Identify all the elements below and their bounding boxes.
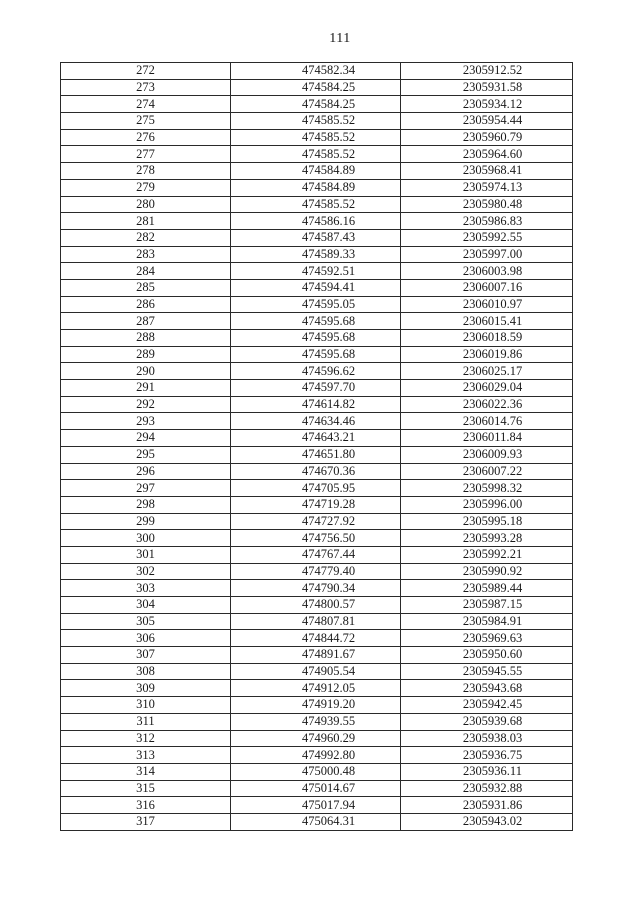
table-row <box>61 697 573 714</box>
table-row <box>61 363 573 380</box>
x-coordinate-cell: 474584.89 <box>231 179 401 196</box>
y-coordinate-cell: 2306029.04 <box>401 380 573 397</box>
point-number-cell: 288 <box>61 330 231 347</box>
y-coordinate-cell: 2306003.98 <box>401 263 573 280</box>
y-coordinate-cell: 2305998.32 <box>401 480 573 497</box>
y-coordinate-cell: 2305987.15 <box>401 597 573 614</box>
point-number-cell: 295 <box>61 446 231 463</box>
x-coordinate-cell: 474727.92 <box>231 513 401 530</box>
table-row <box>61 129 573 146</box>
point-number-cell: 308 <box>61 663 231 680</box>
table-row <box>61 446 573 463</box>
y-coordinate-cell: 2305996.00 <box>401 496 573 513</box>
y-coordinate-cell: 2305984.91 <box>401 613 573 630</box>
table-row <box>61 63 573 80</box>
point-number-cell: 290 <box>61 363 231 380</box>
y-coordinate-cell: 2305950.60 <box>401 647 573 664</box>
y-coordinate-cell: 2305934.12 <box>401 96 573 113</box>
y-coordinate-cell: 2305938.03 <box>401 730 573 747</box>
x-coordinate-cell: 474614.82 <box>231 396 401 413</box>
x-coordinate-cell: 474756.50 <box>231 530 401 547</box>
x-coordinate-cell: 474705.95 <box>231 480 401 497</box>
point-number-cell: 275 <box>61 113 231 130</box>
point-number-cell: 299 <box>61 513 231 530</box>
y-coordinate-cell: 2306011.84 <box>401 430 573 447</box>
x-coordinate-cell: 474592.51 <box>231 263 401 280</box>
y-coordinate-cell: 2305974.13 <box>401 179 573 196</box>
y-coordinate-cell: 2305997.00 <box>401 246 573 263</box>
point-number-cell: 316 <box>61 797 231 814</box>
x-coordinate-cell: 474587.43 <box>231 229 401 246</box>
x-coordinate-cell: 475064.31 <box>231 813 401 830</box>
table-row <box>61 597 573 614</box>
table-row <box>61 613 573 630</box>
table-row <box>61 747 573 764</box>
x-coordinate-cell: 474800.57 <box>231 597 401 614</box>
y-coordinate-cell: 2305912.52 <box>401 63 573 80</box>
coordinate-table-body <box>61 63 573 831</box>
table-row <box>61 396 573 413</box>
table-row <box>61 413 573 430</box>
point-number-cell: 296 <box>61 463 231 480</box>
y-coordinate-cell: 2305932.88 <box>401 780 573 797</box>
table-row <box>61 313 573 330</box>
point-number-cell: 298 <box>61 496 231 513</box>
table-row <box>61 763 573 780</box>
y-coordinate-cell: 2306025.17 <box>401 363 573 380</box>
x-coordinate-cell: 474844.72 <box>231 630 401 647</box>
y-coordinate-cell: 2305931.86 <box>401 797 573 814</box>
x-coordinate-cell: 474595.68 <box>231 330 401 347</box>
table-row <box>61 196 573 213</box>
x-coordinate-cell: 474807.81 <box>231 613 401 630</box>
point-number-cell: 302 <box>61 563 231 580</box>
point-number-cell: 314 <box>61 763 231 780</box>
point-number-cell: 294 <box>61 430 231 447</box>
y-coordinate-cell: 2305980.48 <box>401 196 573 213</box>
point-number-cell: 313 <box>61 747 231 764</box>
point-number-cell: 289 <box>61 346 231 363</box>
point-number-cell: 274 <box>61 96 231 113</box>
x-coordinate-cell: 474597.70 <box>231 380 401 397</box>
point-number-cell: 286 <box>61 296 231 313</box>
y-coordinate-cell: 2305992.21 <box>401 546 573 563</box>
x-coordinate-cell: 474939.55 <box>231 713 401 730</box>
y-coordinate-cell: 2306022.36 <box>401 396 573 413</box>
y-coordinate-cell: 2305954.44 <box>401 113 573 130</box>
y-coordinate-cell: 2306007.16 <box>401 279 573 296</box>
table-row <box>61 346 573 363</box>
y-coordinate-cell: 2305968.41 <box>401 163 573 180</box>
y-coordinate-cell: 2306015.41 <box>401 313 573 330</box>
point-number-cell: 293 <box>61 413 231 430</box>
point-number-cell: 279 <box>61 179 231 196</box>
point-number-cell: 300 <box>61 530 231 547</box>
y-coordinate-cell: 2305945.55 <box>401 663 573 680</box>
x-coordinate-cell: 474586.16 <box>231 213 401 230</box>
y-coordinate-cell: 2305943.02 <box>401 813 573 830</box>
table-row <box>61 463 573 480</box>
x-coordinate-cell: 474585.52 <box>231 113 401 130</box>
x-coordinate-cell: 474595.05 <box>231 296 401 313</box>
point-number-cell: 315 <box>61 780 231 797</box>
y-coordinate-cell: 2305969.63 <box>401 630 573 647</box>
table-row <box>61 96 573 113</box>
point-number-cell: 278 <box>61 163 231 180</box>
table-row <box>61 79 573 96</box>
x-coordinate-cell: 474634.46 <box>231 413 401 430</box>
y-coordinate-cell: 2306014.76 <box>401 413 573 430</box>
table-row <box>61 279 573 296</box>
x-coordinate-cell: 474919.20 <box>231 697 401 714</box>
x-coordinate-cell: 474891.67 <box>231 647 401 664</box>
x-coordinate-cell: 475000.48 <box>231 763 401 780</box>
table-row <box>61 179 573 196</box>
x-coordinate-cell: 474584.25 <box>231 96 401 113</box>
x-coordinate-cell: 474582.34 <box>231 63 401 80</box>
x-coordinate-cell: 474960.29 <box>231 730 401 747</box>
point-number-cell: 280 <box>61 196 231 213</box>
x-coordinate-cell: 474719.28 <box>231 496 401 513</box>
table-row <box>61 229 573 246</box>
x-coordinate-cell: 474767.44 <box>231 546 401 563</box>
point-number-cell: 309 <box>61 680 231 697</box>
table-row <box>61 513 573 530</box>
x-coordinate-cell: 474790.34 <box>231 580 401 597</box>
x-coordinate-cell: 475017.94 <box>231 797 401 814</box>
y-coordinate-cell: 2305960.79 <box>401 129 573 146</box>
point-number-cell: 272 <box>61 63 231 80</box>
table-row <box>61 813 573 830</box>
table-row <box>61 246 573 263</box>
table-row <box>61 730 573 747</box>
x-coordinate-cell: 474585.52 <box>231 146 401 163</box>
point-number-cell: 283 <box>61 246 231 263</box>
x-coordinate-cell: 474992.80 <box>231 747 401 764</box>
x-coordinate-cell: 474585.52 <box>231 129 401 146</box>
y-coordinate-cell: 2305939.68 <box>401 713 573 730</box>
point-number-cell: 276 <box>61 129 231 146</box>
x-coordinate-cell: 474596.62 <box>231 363 401 380</box>
table-row <box>61 213 573 230</box>
x-coordinate-cell: 474589.33 <box>231 246 401 263</box>
coordinate-table <box>60 62 573 831</box>
y-coordinate-cell: 2306018.59 <box>401 330 573 347</box>
table-row <box>61 713 573 730</box>
table-row <box>61 480 573 497</box>
table-row <box>61 330 573 347</box>
x-coordinate-cell: 474670.36 <box>231 463 401 480</box>
point-number-cell: 307 <box>61 647 231 664</box>
table-row <box>61 647 573 664</box>
y-coordinate-cell: 2306019.86 <box>401 346 573 363</box>
point-number-cell: 306 <box>61 630 231 647</box>
y-coordinate-cell: 2305964.60 <box>401 146 573 163</box>
table-row <box>61 113 573 130</box>
table-row <box>61 496 573 513</box>
point-number-cell: 297 <box>61 480 231 497</box>
table-row <box>61 563 573 580</box>
point-number-cell: 304 <box>61 597 231 614</box>
page-number: 111 <box>329 31 351 46</box>
table-row <box>61 296 573 313</box>
x-coordinate-cell: 474585.52 <box>231 196 401 213</box>
y-coordinate-cell: 2305989.44 <box>401 580 573 597</box>
table-row <box>61 630 573 647</box>
point-number-cell: 303 <box>61 580 231 597</box>
point-number-cell: 282 <box>61 229 231 246</box>
point-number-cell: 285 <box>61 279 231 296</box>
point-number-cell: 277 <box>61 146 231 163</box>
x-coordinate-cell: 474584.25 <box>231 79 401 96</box>
y-coordinate-cell: 2306009.93 <box>401 446 573 463</box>
point-number-cell: 287 <box>61 313 231 330</box>
y-coordinate-cell: 2305931.58 <box>401 79 573 96</box>
y-coordinate-cell: 2305995.18 <box>401 513 573 530</box>
x-coordinate-cell: 474595.68 <box>231 346 401 363</box>
point-number-cell: 312 <box>61 730 231 747</box>
table-row <box>61 780 573 797</box>
point-number-cell: 273 <box>61 79 231 96</box>
y-coordinate-cell: 2306007.22 <box>401 463 573 480</box>
x-coordinate-cell: 474651.80 <box>231 446 401 463</box>
y-coordinate-cell: 2305993.28 <box>401 530 573 547</box>
point-number-cell: 284 <box>61 263 231 280</box>
point-number-cell: 301 <box>61 546 231 563</box>
y-coordinate-cell: 2305986.83 <box>401 213 573 230</box>
point-number-cell: 317 <box>61 813 231 830</box>
table-row <box>61 546 573 563</box>
point-number-cell: 310 <box>61 697 231 714</box>
table-row <box>61 146 573 163</box>
table-row <box>61 797 573 814</box>
table-row <box>61 430 573 447</box>
x-coordinate-cell: 475014.67 <box>231 780 401 797</box>
table-row <box>61 530 573 547</box>
y-coordinate-cell: 2305992.55 <box>401 229 573 246</box>
table-row <box>61 163 573 180</box>
x-coordinate-cell: 474594.41 <box>231 279 401 296</box>
x-coordinate-cell: 474643.21 <box>231 430 401 447</box>
x-coordinate-cell: 474905.54 <box>231 663 401 680</box>
table-row <box>61 680 573 697</box>
table-row <box>61 263 573 280</box>
x-coordinate-cell: 474779.40 <box>231 563 401 580</box>
table-row <box>61 663 573 680</box>
point-number-cell: 305 <box>61 613 231 630</box>
y-coordinate-cell: 2305936.75 <box>401 747 573 764</box>
y-coordinate-cell: 2306010.97 <box>401 296 573 313</box>
x-coordinate-cell: 474584.89 <box>231 163 401 180</box>
y-coordinate-cell: 2305990.92 <box>401 563 573 580</box>
table-row <box>61 380 573 397</box>
point-number-cell: 291 <box>61 380 231 397</box>
point-number-cell: 292 <box>61 396 231 413</box>
point-number-cell: 281 <box>61 213 231 230</box>
table-row <box>61 580 573 597</box>
y-coordinate-cell: 2305942.45 <box>401 697 573 714</box>
y-coordinate-cell: 2305943.68 <box>401 680 573 697</box>
y-coordinate-cell: 2305936.11 <box>401 763 573 780</box>
x-coordinate-cell: 474912.05 <box>231 680 401 697</box>
x-coordinate-cell: 474595.68 <box>231 313 401 330</box>
point-number-cell: 311 <box>61 713 231 730</box>
